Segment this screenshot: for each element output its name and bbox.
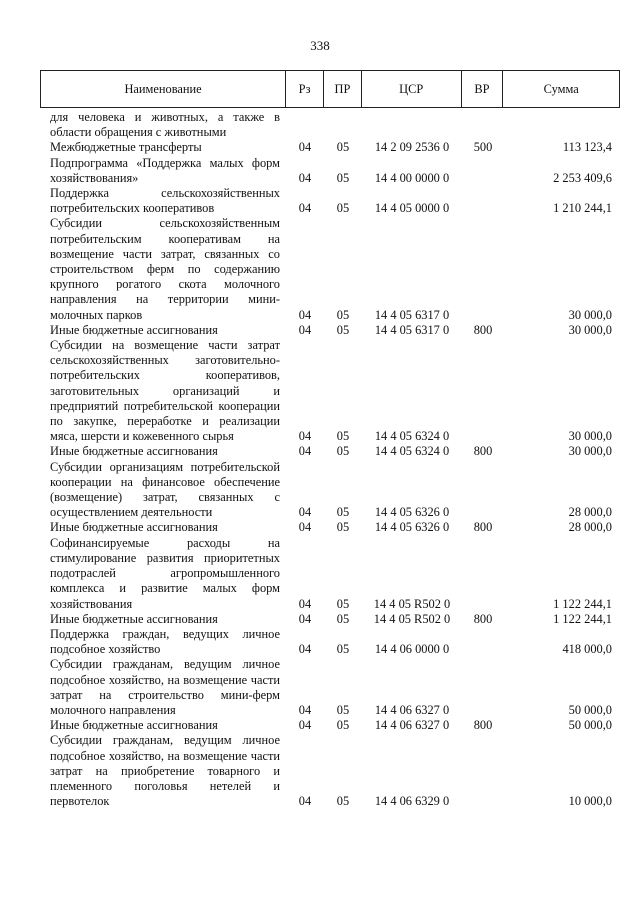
cell-pr: 05 xyxy=(336,520,350,535)
table-header xyxy=(40,70,620,108)
cell-rz: 04 xyxy=(298,520,312,535)
cell-name: Субсидии сельскохозяйственным потребительским кооперативам на возмещение части затрат, связанных со строительством ферм по содержанию крупного рогатого скота молочного направления на территории мини-молочных парков xyxy=(50,216,280,322)
cell-name: Подпрограмма «Поддержка малых форм хозяйствования» xyxy=(50,155,280,185)
table-row xyxy=(40,110,620,140)
cell-csr: 14 2 09 2536 0 xyxy=(374,140,450,155)
cell-csr: 14 4 05 R502 0 xyxy=(373,596,451,611)
cell-sum: 418 000,0 xyxy=(562,642,612,657)
cell-rz: 04 xyxy=(298,444,312,459)
table-row xyxy=(40,612,620,627)
cell-pr: 05 xyxy=(336,429,350,444)
cell-vr: 800 xyxy=(473,520,493,535)
cell-vr: 800 xyxy=(473,444,493,459)
table-row xyxy=(40,338,620,444)
cell-csr: 14 4 05 6326 0 xyxy=(374,520,450,535)
cell-name: Поддержка граждан, ведущих личное подсобное хозяйство xyxy=(50,626,280,657)
cell-name: Субсидии гражданам, ведущим личное подсобное хозяйство, на возмещение части затрат на строительство мини-ферм молочного направления xyxy=(50,657,280,717)
cell-sum: 28 000,0 xyxy=(568,520,612,535)
cell-sum: 2 253 409,6 xyxy=(553,170,612,185)
cell-csr: 14 4 05 6317 0 xyxy=(374,307,450,322)
cell-name: Межбюджетные трансферты xyxy=(50,140,202,155)
cell-csr: 14 4 05 6324 0 xyxy=(374,429,450,444)
cell-vr: 800 xyxy=(473,322,493,337)
header-pr: ПР xyxy=(324,71,362,107)
table-row xyxy=(40,216,620,322)
cell-sum: 1 210 244,1 xyxy=(553,201,612,216)
cell-sum: 1 122 244,1 xyxy=(553,596,612,611)
cell-sum: 30 000,0 xyxy=(568,429,612,444)
header-sum: Сумма xyxy=(543,81,579,96)
cell-sum: 113 123,4 xyxy=(562,140,612,155)
table-row xyxy=(40,627,620,657)
cell-csr: 14 4 00 0000 0 xyxy=(374,170,450,185)
table-row xyxy=(40,718,620,733)
cell-name: Субсидии на возмещение части затрат сельскохозяйственных заготовительно-потребительских кооперативов, заготовительных организаций и предприятий потребительской кооперации по закупке, переработке и реализации мяса, шерсти и кожевенного сырья xyxy=(50,338,280,444)
cell-rz: 04 xyxy=(298,642,312,657)
header-rz: Рз xyxy=(286,71,324,107)
cell-rz: 04 xyxy=(298,201,312,216)
cell-csr: 14 4 06 6327 0 xyxy=(374,718,450,733)
cell-pr: 05 xyxy=(336,170,350,185)
header-csr: ЦСР xyxy=(362,71,462,107)
cell-rz: 04 xyxy=(298,611,312,626)
table-row xyxy=(40,444,620,459)
cell-pr: 05 xyxy=(336,596,350,611)
page-number: 338 xyxy=(310,38,330,53)
cell-pr: 05 xyxy=(336,322,350,337)
cell-name: Иные бюджетные ассигнования xyxy=(50,611,218,626)
cell-pr: 05 xyxy=(336,642,350,657)
cell-rz: 04 xyxy=(298,505,312,520)
cell-name: Поддержка сельскохозяйственных потребительских кооперативов xyxy=(50,186,280,216)
cell-vr: 800 xyxy=(473,611,493,626)
cell-csr: 14 4 05 R502 0 xyxy=(373,611,451,626)
cell-name: Субсидии организациям потребительской кооперации на финансовое обеспечение (возмещение) затрат, связанных с осуществлением деятельности xyxy=(50,459,280,520)
cell-name: Иные бюджетные ассигнования xyxy=(50,444,218,459)
cell-name: Софинансируемые расходы на стимулирование развития приоритетных подотраслей агропромышленного комплекса и развитие малых форм хозяйствования xyxy=(50,535,280,611)
cell-sum: 28 000,0 xyxy=(568,505,612,520)
cell-sum: 10 000,0 xyxy=(568,794,612,809)
table-row xyxy=(40,536,620,612)
cell-rz: 04 xyxy=(298,794,312,809)
cell-csr: 14 4 06 6329 0 xyxy=(374,794,450,809)
cell-pr: 05 xyxy=(336,444,350,459)
table-row xyxy=(40,156,620,186)
cell-pr: 05 xyxy=(336,201,350,216)
table-row xyxy=(40,657,620,718)
cell-csr: 14 4 05 6317 0 xyxy=(374,322,450,337)
header-vr: ВР xyxy=(462,71,504,107)
cell-name: Иные бюджетные ассигнования xyxy=(50,520,218,535)
cell-sum: 50 000,0 xyxy=(568,702,612,717)
cell-vr: 500 xyxy=(473,140,493,155)
cell-rz: 04 xyxy=(298,307,312,322)
cell-sum: 50 000,0 xyxy=(568,718,612,733)
cell-rz: 04 xyxy=(298,596,312,611)
cell-rz: 04 xyxy=(298,170,312,185)
cell-csr: 14 4 05 6324 0 xyxy=(374,444,450,459)
cell-sum: 30 000,0 xyxy=(568,307,612,322)
cell-sum: 1 122 244,1 xyxy=(553,611,612,626)
cell-rz: 04 xyxy=(298,702,312,717)
cell-pr: 05 xyxy=(336,140,350,155)
cell-pr: 05 xyxy=(336,718,350,733)
cell-pr: 05 xyxy=(336,307,350,322)
cell-sum: 30 000,0 xyxy=(568,322,612,337)
cell-csr: 14 4 06 0000 0 xyxy=(374,642,450,657)
table-body xyxy=(40,110,620,809)
cell-rz: 04 xyxy=(298,140,312,155)
cell-pr: 05 xyxy=(336,611,350,626)
table-row xyxy=(40,140,620,155)
cell-csr: 14 4 05 6326 0 xyxy=(374,505,450,520)
cell-csr: 14 4 06 6327 0 xyxy=(374,702,450,717)
cell-pr: 05 xyxy=(336,794,350,809)
cell-csr: 14 4 05 0000 0 xyxy=(374,201,450,216)
header-name: Наименование xyxy=(41,71,286,107)
cell-rz: 04 xyxy=(298,718,312,733)
cell-pr: 05 xyxy=(336,702,350,717)
cell-sum: 30 000,0 xyxy=(568,444,612,459)
cell-name: для человека и животных, а также в области обращения с животными xyxy=(50,110,280,140)
cell-vr: 800 xyxy=(473,718,493,733)
cell-name: Субсидии гражданам, ведущим личное подсобное хозяйство, на возмещение части затрат на приобретение товарного и племенного поголовья нетелей и первотелок xyxy=(50,733,280,809)
table-row xyxy=(40,186,620,216)
table-row xyxy=(40,733,620,809)
cell-pr: 05 xyxy=(336,505,350,520)
table-row xyxy=(40,323,620,338)
table-row xyxy=(40,520,620,535)
table-row xyxy=(40,460,620,521)
cell-rz: 04 xyxy=(298,322,312,337)
cell-name: Иные бюджетные ассигнования xyxy=(50,718,218,733)
cell-rz: 04 xyxy=(298,429,312,444)
cell-name: Иные бюджетные ассигнования xyxy=(50,322,218,337)
